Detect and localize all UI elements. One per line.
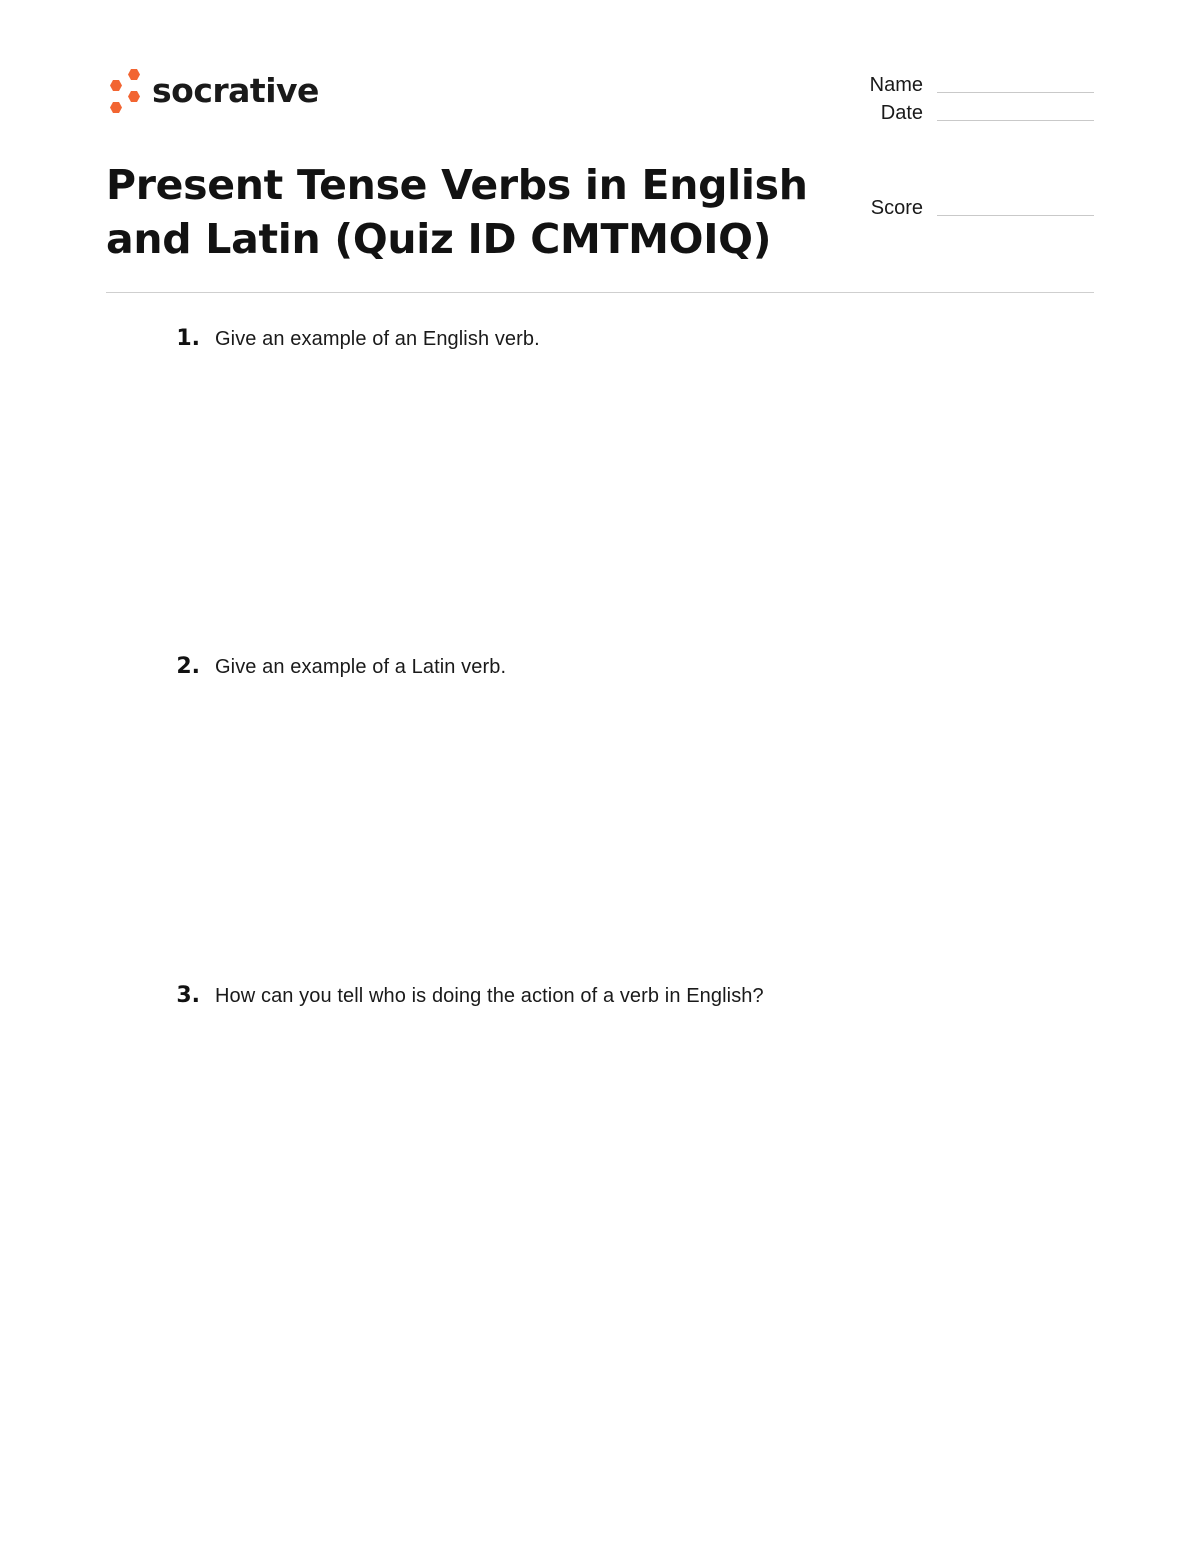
socrative-logo bbox=[104, 68, 319, 116]
header-divider bbox=[106, 292, 1094, 293]
name-field bbox=[843, 75, 1094, 95]
name-label: Name bbox=[869, 74, 923, 96]
logo-wordmark: socrative bbox=[152, 70, 319, 110]
quiz-title: Present Tense Verbs in English and Latin (Quiz ID CMTMOIQ) bbox=[106, 161, 808, 263]
question-number: 3. bbox=[176, 983, 200, 1008]
question-text: Give an example of an English verb. bbox=[215, 328, 540, 350]
question-item bbox=[160, 654, 506, 679]
hexagon-cluster-icon bbox=[104, 68, 144, 116]
question-number: 1. bbox=[176, 326, 200, 351]
score-blank-line[interactable] bbox=[937, 214, 1094, 216]
date-blank-line[interactable] bbox=[937, 119, 1094, 121]
question-item bbox=[160, 326, 540, 351]
question-text: Give an example of a Latin verb. bbox=[215, 656, 507, 678]
question-number: 2. bbox=[176, 654, 200, 679]
score-field bbox=[843, 198, 1094, 218]
score-label: Score bbox=[870, 197, 923, 219]
question-text: How can you tell who is doing the action of a verb in English? bbox=[215, 985, 764, 1007]
date-label: Date bbox=[880, 102, 923, 124]
date-field bbox=[843, 103, 1094, 123]
question-item bbox=[160, 983, 764, 1008]
name-blank-line[interactable] bbox=[937, 91, 1094, 93]
